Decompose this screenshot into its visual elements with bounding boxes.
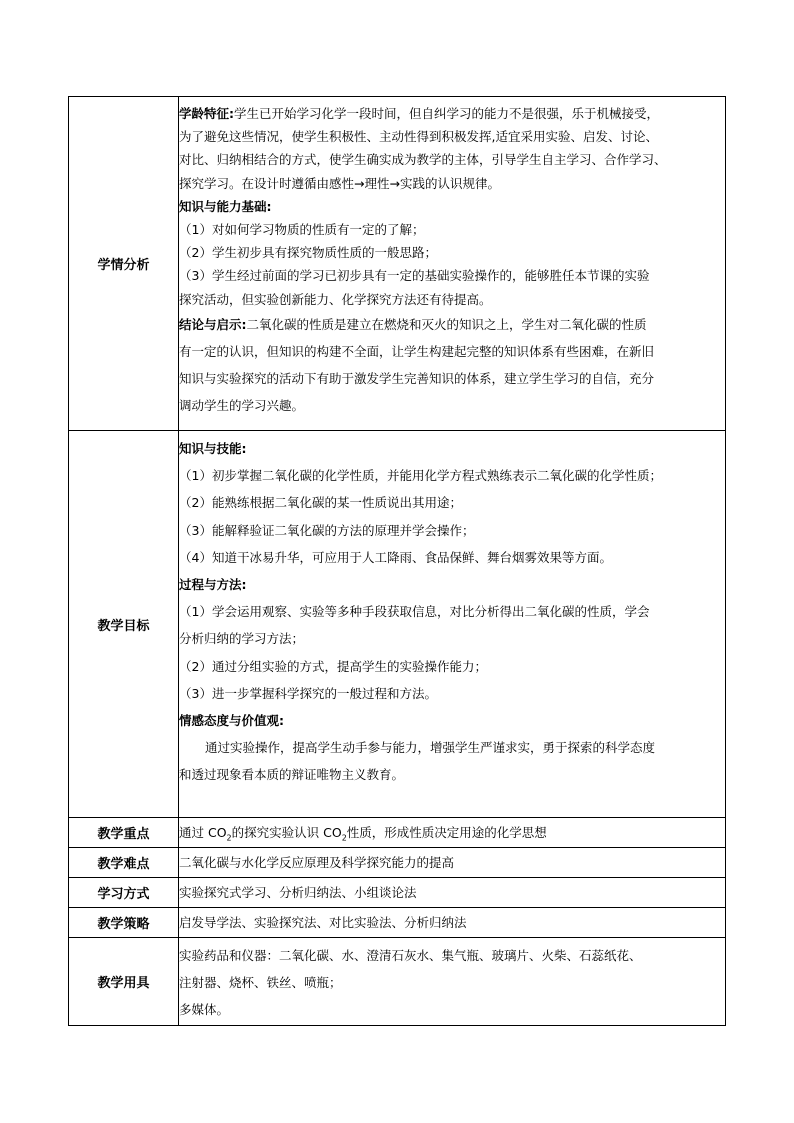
- mubiao-e1: 通过实验操作，提高学生动手参与能力，增强学生严谨求实，勇于探索的科学态度: [205, 740, 656, 756]
- row-label-celue: 教学策略: [69, 908, 179, 938]
- row-content-fangshi: [179, 878, 726, 908]
- zhongdian-sub1: 2: [226, 833, 232, 843]
- xueqing-line3: 对比、归纳相结合的方式，使学生确实成为教学的主体，引导学生自主学习、合作学习、: [179, 152, 667, 168]
- nandian-text: 二氧化碳与水化学反应原理及科学探究能力的提高: [179, 855, 455, 870]
- xueqing-item3a: （3）学生经过前面的学习已初步具有一定的基础实验操作的，能够胜任本节课的实验: [179, 268, 650, 284]
- zhongdian-t3: 性质，形成性质决定用途的化学思想: [346, 825, 547, 840]
- xueqing-item2: （2）学生初步具有探究物质性质的一般思路；: [179, 245, 437, 261]
- row-content-mubiao: [179, 431, 726, 818]
- row-content-zhongdian: [179, 818, 726, 848]
- row-label-fangshi: 学习方式: [69, 878, 179, 908]
- xueqing-concl2: 有一定的认识，但知识的构建不全面，让学生构建起完整的知识体系有些困难，在新旧: [179, 343, 655, 359]
- mubiao-k4: （4）知道干冰易升华，可应用于人工降雨、食品保鲜、舞台烟雾效果等方面。: [179, 549, 612, 565]
- mubiao-k1: （1）初步掌握二氧化碳的化学性质，并能用化学方程式熟练表示二氧化碳的化学性质；: [179, 468, 662, 484]
- celue-text: 启发导学法、实验探究法、对比实验法、分析归纳法: [179, 915, 467, 930]
- table-row: [69, 848, 726, 878]
- table-row: [69, 938, 726, 1026]
- mubiao-p2: （2）通过分组实验的方式，提高学生的实验操作能力；: [179, 658, 487, 674]
- xueqing-concl1: 二氧化碳的性质是建立在燃烧和灭火的知识之上，学生对二氧化碳的性质: [246, 316, 647, 332]
- mubiao-k3: （3）能解释验证二氧化碳的方法的原理并学会操作；: [179, 522, 475, 538]
- lesson-plan-table: [68, 96, 726, 1026]
- mubiao-p1a: （1）学会运用观察、实验等多种手段获取信息，对比分析得出二氧化碳的性质，学会: [179, 604, 650, 620]
- mubiao-head1: 知识与技能:: [179, 441, 247, 456]
- xueqing-line2: 为了避免这些情况，使学生积极性、主动性得到积极发挥,适宜采用实验、启发、讨论、: [179, 129, 658, 145]
- yongju-l2: 注射器、烧杯、铁丝、喷瓶；: [179, 975, 342, 991]
- mubiao-k2: （2）能熟练根据二氧化碳的某一性质说出其用途；: [179, 495, 462, 511]
- xueqing-item3b: 探究活动，但实验创新能力、化学探究方法还有待提高。: [179, 291, 492, 307]
- xueqing-concl4: 调动学生的学习兴趣。: [179, 398, 305, 414]
- xueqing-line4: 探究学习。在设计时遵循由感性→理性→实践的认识规律。: [179, 175, 500, 191]
- row-label-xueqing: 学情分析: [69, 97, 179, 431]
- xueqing-line1: 学生已开始学习化学一段时间，但自纠学习的能力不是很强，乐于机械接受，: [234, 106, 660, 121]
- row-label-yongju: 教学用具: [69, 938, 179, 1026]
- row-label-mubiao: 教学目标: [69, 431, 179, 818]
- row-content-celue: [179, 908, 726, 938]
- table-row: [69, 818, 726, 848]
- mubiao-head2: 过程与方法:: [179, 576, 247, 592]
- zhongdian-t1: 通过 CO: [179, 825, 227, 840]
- row-content-nandian: [179, 848, 726, 878]
- row-content-xueqing: [179, 97, 726, 431]
- fangshi-text: 实验探究式学习、分析归纳法、小组谈论法: [179, 885, 417, 900]
- table-row: [69, 908, 726, 938]
- table-row: [69, 878, 726, 908]
- yongju-l1: 实验药品和仪器：二氧化碳、水、澄清石灰水、集气瓶、玻璃片、火柴、石蕊纸花、: [179, 948, 642, 963]
- xueqing-head2: 知识与能力基础:: [179, 198, 272, 214]
- table-row: [69, 431, 726, 818]
- mubiao-head3: 情感态度与价值观:: [179, 712, 284, 728]
- xueqing-concl3: 知识与实验探究的活动下有助于激发学生完善知识的体系，建立学生学习的自信，充分: [179, 371, 655, 387]
- row-content-yongju: [179, 938, 726, 1026]
- yongju-l3: 多媒体。: [179, 1002, 230, 1018]
- row-label-zhongdian: 教学重点: [69, 818, 179, 848]
- table-row: [69, 97, 726, 431]
- xueqing-head1: 学龄特征:: [179, 106, 234, 121]
- xueqing-item1: （1）对如何学习物质的性质有一定的了解；: [179, 221, 425, 237]
- zhongdian-t2: 的探究实验认识 CO: [231, 825, 342, 840]
- row-label-nandian: 教学难点: [69, 848, 179, 878]
- mubiao-p1b: 分析归纳的学习方法；: [179, 631, 305, 647]
- xueqing-concl-head: 结论与启示:: [179, 316, 247, 332]
- mubiao-e2: 和透过现象看本质的辩证唯物主义教育。: [179, 767, 405, 783]
- mubiao-p3: （3）进一步掌握科学探究的一般过程和方法。: [179, 685, 437, 701]
- zhongdian-sub2: 2: [341, 833, 347, 843]
